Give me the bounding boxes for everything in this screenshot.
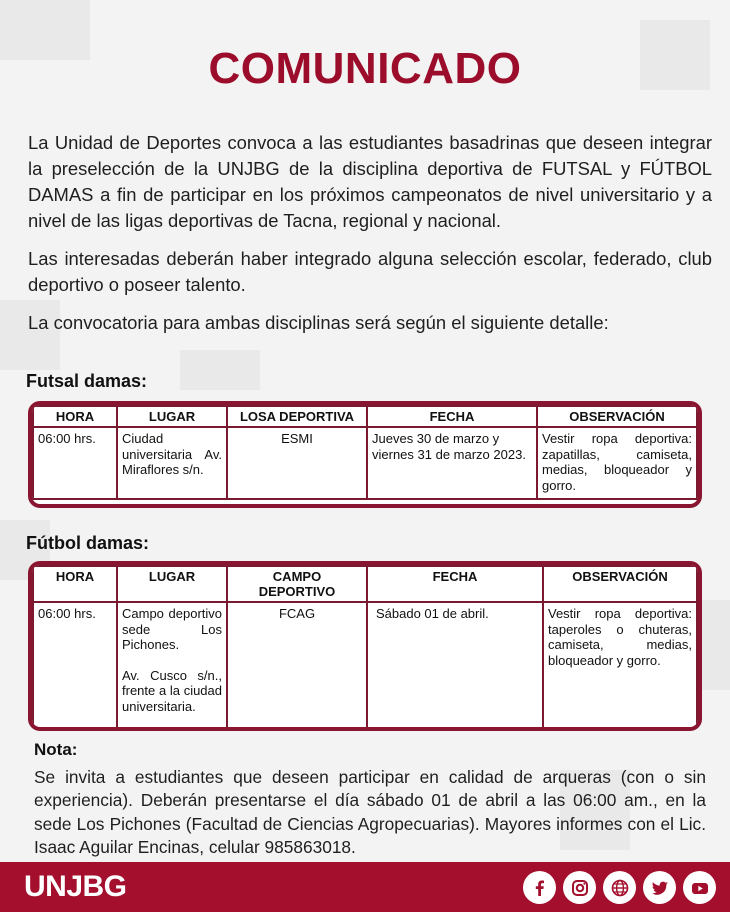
column-header: FECHA bbox=[367, 566, 543, 602]
lugar-sede-text: Campo deportivo sede Los Pichones. bbox=[122, 606, 222, 652]
observacion-cell: Vestir ropa deportiva: taperoles o chuteras, camiseta, medias, bloqueador y gorro. bbox=[543, 602, 697, 730]
table-row bbox=[33, 602, 697, 730]
column-header: CAMPO DEPORTIVO bbox=[227, 566, 367, 602]
campo-cell: FCAG bbox=[227, 602, 367, 730]
hora-cell: 06:00 hrs. bbox=[33, 602, 117, 730]
twitter-icon[interactable] bbox=[643, 871, 676, 904]
lugar-address-text: Av. Cusco s/n., frente a la ciudad universitaria. bbox=[122, 667, 222, 714]
details-paragraph: La convocatoria para ambas disciplinas será según el siguiente detalle: bbox=[28, 312, 609, 333]
intro-paragraph: La Unidad de Deportes convoca a las estudiantes basadrinas que deseen integrar la preselección de la UNJBG de la disciplina deportiva de FUTSAL y FÚTBOL DAMAS a fin de participar en los próximos campeonatos de nivel universitario y a nivel de las ligas deportivas de Tacna, regional y nacional. bbox=[28, 132, 712, 231]
column-header: LOSA DEPORTIVA bbox=[227, 406, 367, 427]
fecha-cell: Sábado 01 de abril. bbox=[367, 602, 543, 730]
footer-bar bbox=[0, 862, 730, 912]
column-header: HORA bbox=[33, 566, 117, 602]
column-header: FECHA bbox=[367, 406, 537, 427]
column-header: LUGAR bbox=[117, 566, 227, 602]
futsal-heading: Futsal damas: bbox=[26, 371, 148, 391]
instagram-icon[interactable] bbox=[563, 871, 596, 904]
page-title: COMUNICADO bbox=[208, 44, 522, 93]
futbol-heading: Fútbol damas: bbox=[26, 533, 150, 553]
futbol-table bbox=[28, 561, 702, 731]
requirements-paragraph: Las interesadas deberán haber integrado alguna selección escolar, federado, club deportivo o poseer talento. bbox=[28, 248, 712, 295]
nota-heading: Nota: bbox=[34, 740, 78, 759]
fecha-cell: Jueves 30 de marzo y viernes 31 de marzo 2023. bbox=[367, 427, 537, 499]
hora-cell: 06:00 hrs. bbox=[33, 427, 117, 499]
column-header: OBSERVACIÓN bbox=[537, 406, 697, 427]
column-header: HORA bbox=[33, 406, 117, 427]
table-header-row bbox=[33, 406, 697, 427]
losa-cell: ESMI bbox=[227, 427, 367, 499]
youtube-icon[interactable] bbox=[683, 871, 716, 904]
column-header: LUGAR bbox=[117, 406, 227, 427]
table-row bbox=[33, 427, 697, 499]
column-header: OBSERVACIÓN bbox=[543, 566, 697, 602]
observacion-cell: Vestir ropa deportiva: zapatillas, camiseta, medias, bloqueador y gorro. bbox=[537, 427, 697, 499]
table-header-row bbox=[33, 566, 697, 602]
lugar-cell: Ciudad universitaria Av. Miraflores s/n. bbox=[117, 427, 227, 499]
social-links bbox=[523, 871, 716, 904]
facebook-icon[interactable] bbox=[523, 871, 556, 904]
lugar-cell bbox=[117, 602, 227, 730]
unjbg-logo: UNJBG bbox=[24, 870, 127, 903]
background-square bbox=[180, 350, 260, 390]
futsal-table bbox=[28, 401, 702, 508]
web-icon[interactable] bbox=[603, 871, 636, 904]
nota-text: Se invita a estudiantes que deseen participar en calidad de arqueras (con o sin experiencia). Deberán presentarse el día sábado 01 de abril a las 06:00 am., en la sede Los Pichones (Facultad de Ciencias Agropecuarias). Mayores informes con el Lic. Isaac Aguilar Encinas, celular 985863018. bbox=[34, 767, 706, 858]
